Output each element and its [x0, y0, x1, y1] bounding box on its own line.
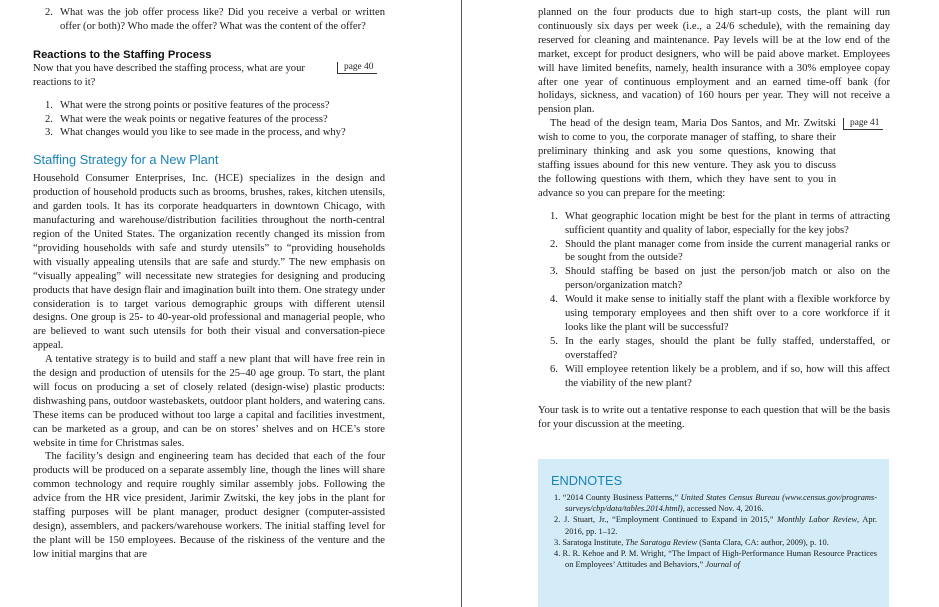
endnotes-box	[538, 459, 889, 607]
reactions-intro: Now that you have described the staffing process, what are your reactions to it?	[33, 62, 305, 88]
list-item: 3. Should staffing be based on just the person/job match or also on the person/organization match?	[550, 266, 890, 292]
list-item: 2. Should the plant manager come from inside the current managerial ranks or be sought from the outside?	[550, 238, 890, 264]
endnote-item: 4. R. R. Kehoe and P. M. Wright, “The Impact of High-Performance Human Resource Practices on Employees’ Attitudes and Behaviors,” Journal of	[554, 549, 877, 570]
page-reference-41: page 41	[843, 118, 883, 130]
meeting-questions-list	[538, 210, 890, 391]
case-paragraph-2: The head of the design team, Maria Dos Santos, and Mr. Zwitski wish to come to you, the corporate manager of staffing, to share their preliminary thinking and ask you some questions, knowing that staffing issues abound for this new venture. They ask you to discuss the following questions with them, which they have sent to you in advance so you can prepare for the meeting:	[538, 118, 836, 199]
section-heading-strategy: Staffing Strategy for a New Plant	[33, 152, 219, 168]
section-heading-reactions: Reactions to the Staffing Process	[33, 48, 212, 61]
endnote-item: 1. “2014 County Business Patterns,” United States Census Bureau (www.census.gov/programs-surveys/cbp/data/tables.2014.html), accessed Nov. 4, 2016.	[554, 493, 877, 514]
strategy-paragraph-3: The facility’s design and engineering team has decided that each of the four products will be produced on a separate assembly line, though the lines will share common technology and require roughly similar assembly jobs. Following the advice from the HR vice president, Jarimir Zwitski, the key jobs in the plant for staffing purposes will be plant manager, product designer (computer-assisted design), assemblers, and packers/warehouse workers. The initial staffing level for the plant will be 150 employees. Because of the riskiness of the venture and the low initial margins that are	[33, 451, 385, 560]
reactions-list	[33, 99, 385, 141]
endnotes-heading: ENDNOTES	[551, 473, 623, 488]
list-item: 6. Will employee retention likely be a problem, and if so, how will this affect the viability of the new plant?	[550, 363, 890, 389]
list-item: 2. What were the weak points or negative features of the process?	[45, 113, 328, 125]
endnote-item: 2. J. Stuart, Jr., “Employment Continued to Expand in 2015,” Monthly Labor Review, Apr. 2016, pp. 1–12.	[554, 515, 877, 536]
list-item: 5. In the early stages, should the plant be fully staffed, understaffed, or overstaffed?	[550, 335, 890, 361]
right-column	[538, 0, 890, 432]
endnotes-list	[554, 492, 877, 570]
task-paragraph: Your task is to write out a tentative response to each question that will be the basis for your discussion at the meeting.	[538, 405, 890, 431]
question-list-continued	[33, 6, 385, 34]
endnote-item: 3. Saratoga Institute, The Saratoga Review (Santa Clara, CA: author, 2009), p. 10.	[554, 537, 829, 547]
list-item: 2. What was the job offer process like? Did you receive a verbal or written offer (or both)? Who made the offer? What was the content of the offer?	[45, 7, 385, 32]
list-item: 1. What were the strong points or positive features of the process?	[45, 99, 330, 111]
left-column	[33, 0, 385, 562]
strategy-paragraph-1: Household Consumer Enterprises, Inc. (HCE) specializes in the design and production of household products such as brooms, brushes, rakes, kitchen utensils, and garden tools. It has its corporate headquarters in downtown Chicago, with manufacturing and warehouse/distribution facilities throughout the north-central region of the United States. The organization recently changed its mission from “providing households with safe and sturdy utensils” to “providing households with visually appealing utensils that are safe and sturdy.” The new emphasis on “visually appealing” will necessitate new strategies for designing and producing products that have design flair and imagination built into them. One strategy under consideration is to target various demographic groups with different utensil designs. One group is 25- to 40-year-old professional and managerial people, who are believed to want such utensils for both their visual and conversation-piece appeal.	[33, 173, 385, 352]
list-item: 3. What changes would you like to see made in the process, and why?	[45, 127, 346, 139]
page-reference-40: page 40	[337, 62, 377, 74]
strategy-paragraph-2: A tentative strategy is to build and staff a new plant that will have free rein in the design and production of utensils for the 25–40 age group. To start, the plant will focus on producing a set of closely related (design-wise) plastic products: dishwashing pans, outdoor wastebaskets, outdoor plant holders, and watering cans. These items can be produced without too large a capital and facilities investment, can be marketed as a group, and can be on stores’ shelves and on HCE’s store website in time for Christmas sales.	[33, 354, 385, 449]
list-item: 4. Would it make sense to initially staff the plant with a flexible workforce by using temporary employees and then shift over to a core workforce if it looks like the plant will be successful?	[550, 294, 890, 333]
page-divider	[461, 0, 462, 607]
list-item: 1. What geographic location might be best for the plant in terms of attracting sufficient quantity and quality of labor, especially for the key jobs?	[550, 210, 890, 236]
case-paragraph-continued: planned on the four products due to high start-up costs, the plant will run continuously six days per week (i.e., a 24/6 schedule), with the remaining day reserved for cleaning and maintenance. Pay levels will be at the low end of the market, except for product designers, who will be paid above market. Employees will have limited benefits, namely, health insurance with a 30% employee copay after one year of continuous employment and an earned time-off bank (for holidays, sickness, and vacation) of 160 hours per year. They will not receive a pension plan.	[538, 7, 890, 116]
